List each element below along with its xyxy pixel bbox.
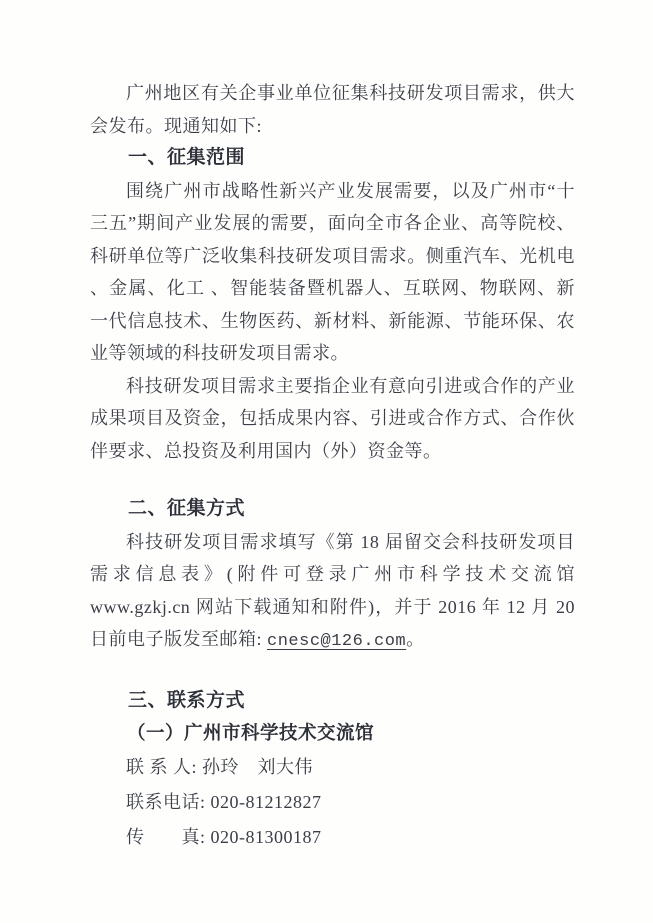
section-2-text-after-email: 。	[406, 629, 425, 649]
section-1-heading: 一、征集范围	[128, 147, 246, 168]
contact-person-line	[90, 750, 575, 785]
section-1-paragraph-2: 科技研发项目需求主要指企业有意向引进或合作的产业成果项目及资金，包括成果内容、引进或合作方式、合作伙伴要求、总投资及利用国内（外）资金等。	[90, 375, 575, 461]
section-2-text-before-email: 科技研发项目需求填写《第 18 届留交会科技研发项目需求信息表》(附件可登录广州市科学技术交流馆 www.gzkj.cn 网站下载通知和附件)，并于 2016 年 12 月 20 日前电子版发至邮箱:	[90, 531, 575, 649]
contact-person-label: 联 系 人:	[126, 756, 198, 777]
contact-org-name: （一）广州市科学技术交流馆	[127, 722, 375, 743]
section-3-heading: 三、联系方式	[128, 689, 246, 711]
section-collection-method	[90, 493, 575, 659]
email-address: cnesc@126.com	[267, 632, 407, 651]
section-2-heading: 二、征集方式	[128, 498, 246, 519]
section-contact-info	[90, 685, 575, 855]
contact-fax-label: 传 真:	[126, 826, 206, 847]
section-collection-scope	[90, 142, 575, 467]
contact-fax-line	[90, 820, 575, 855]
contact-phone-label: 联系电话:	[126, 791, 206, 812]
contact-phone-line	[90, 785, 575, 820]
contact-phone-value: 020-81212827	[210, 791, 322, 812]
section-2-paragraph	[90, 526, 575, 659]
contact-person-value: 孙玲 刘大伟	[202, 756, 314, 777]
contact-fax-value: 020-81300187	[210, 826, 322, 847]
intro-paragraph: 广州地区有关企事业单位征集科技研发项目需求，供大会发布。现通知如下:	[90, 83, 575, 136]
section-1-paragraph-1: 围绕广州市战略性新兴产业发展需要，以及广州市“十三五”期间产业发展的需要，面向全市各企业、高等院校、科研单位等广泛收集科技研发项目需求。侧重汽车、光机电 、金属、化工 、智能装备暨机器人、互联网、物联网、新一代信息技术、生物医药、新材料、新能源、节能环保、农业等领域的科技研发项目需求。	[90, 180, 575, 363]
document-body	[90, 77, 575, 855]
